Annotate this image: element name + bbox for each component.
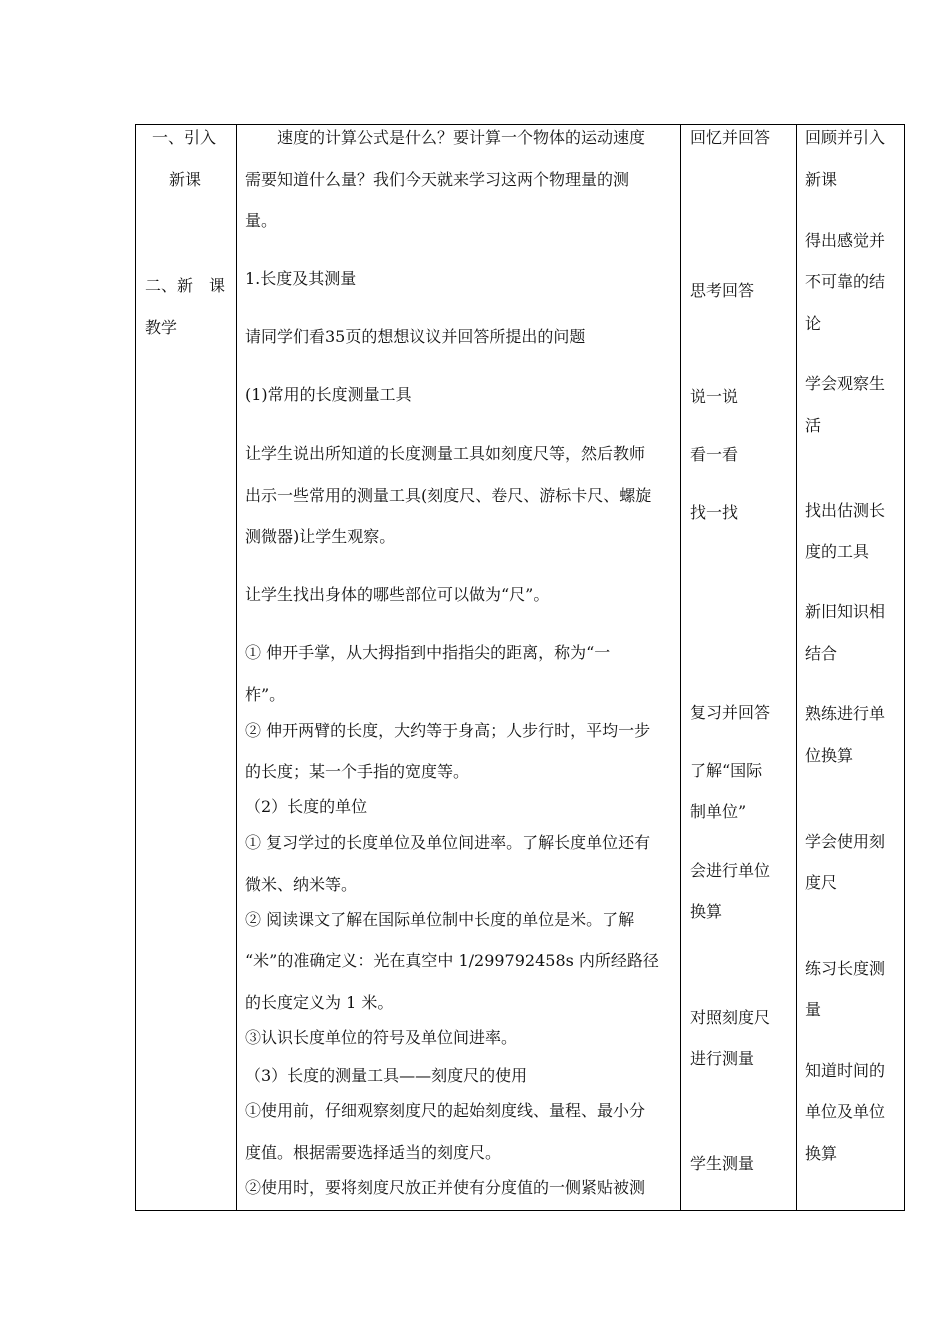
stage-label: 一、引入 [152, 128, 217, 147]
design-intent: 度的工具 [805, 542, 870, 561]
stage-label: 教学 [145, 318, 178, 337]
design-intent: 度尺 [805, 873, 838, 892]
design-intent: 换算 [805, 1144, 838, 1163]
design-intent: 找出估测长 [805, 501, 886, 520]
column-divider [796, 125, 797, 1210]
design-intent: 新课 [805, 170, 838, 189]
content-line: 微米、纳米等。 [245, 875, 358, 894]
design-intent: 活 [805, 416, 822, 435]
content-line: 的长度；某一个手指的宽度等。 [245, 762, 470, 781]
student-activity: 了解“国际 [690, 761, 763, 780]
student-activity: 看一看 [690, 445, 739, 464]
content-line: 出示一些常用的测量工具(刻度尺、卷尺、游标卡尺、螺旋 [245, 486, 652, 505]
student-activity: 找一找 [690, 503, 739, 522]
design-intent: 位换算 [805, 746, 854, 765]
student-activity: 进行测量 [690, 1049, 755, 1068]
student-activity: 对照刻度尺 [690, 1008, 771, 1027]
student-activity: 学生测量 [690, 1154, 755, 1173]
content-line: 测微器)让学生观察。 [245, 527, 396, 546]
design-intent: 练习长度测 [805, 959, 886, 978]
design-intent: 学会观察生 [805, 374, 886, 393]
content-line: 量。 [245, 211, 278, 230]
design-intent: 单位及单位 [805, 1102, 886, 1121]
column-divider [680, 125, 681, 1210]
student-activity: 换算 [690, 902, 723, 921]
design-intent: 论 [805, 314, 822, 333]
content-line: 需要知道什么量？我们今天就来学习这两个物理量的测 [245, 170, 630, 189]
content-line: ② 伸开两臂的长度，大约等于身高；人步行时，平均一步 [245, 721, 651, 740]
design-intent: 知道时间的 [805, 1061, 886, 1080]
design-intent: 得出感觉并 [805, 231, 886, 250]
student-activity: 制单位” [690, 802, 747, 821]
student-activity: 回忆并回答 [690, 128, 771, 147]
student-activity: 会进行单位 [690, 861, 771, 880]
content-line: 请同学们看35页的想想议议并回答所提出的问题 [245, 327, 586, 346]
column-divider [236, 125, 237, 1210]
content-line: （3）长度的测量工具——刻度尺的使用 [245, 1066, 528, 1085]
content-line: ① 复习学过的长度单位及单位间进率。了解长度单位还有 [245, 833, 651, 852]
content-line: 速度的计算公式是什么？要计算一个物体的运动速度 [277, 128, 646, 147]
content-line: 1.长度及其测量 [245, 269, 357, 288]
content-line: 的长度定义为 1 米。 [245, 993, 394, 1012]
student-activity: 复习并回答 [690, 703, 771, 722]
design-intent: 不可靠的结 [805, 272, 886, 291]
content-line: ②使用时，要将刻度尺放正并使有分度值的一侧紧贴被测 [245, 1178, 646, 1197]
stage-label: 二、新 课 [145, 276, 226, 295]
content-line: ③认识长度单位的符号及单位间进率。 [245, 1028, 518, 1047]
content-line: (1)常用的长度测量工具 [245, 385, 412, 404]
content-line: ①使用前，仔细观察刻度尺的起始刻度线、量程、最小分 [245, 1101, 646, 1120]
content-line: ② 阅读课文了解在国际单位制中长度的单位是米。了解 [245, 910, 635, 929]
design-intent: 回顾并引入 [805, 128, 886, 147]
content-line: “米”的准确定义：光在真空中 1/299792458s 内所经路径 [245, 951, 659, 970]
content-line: ① 伸开手掌，从大拇指到中指指尖的距离，称为“一 [245, 643, 611, 662]
design-intent: 学会使用刻 [805, 832, 886, 851]
design-intent: 结合 [805, 644, 838, 663]
student-activity: 思考回答 [690, 281, 755, 300]
content-line: 让学生找出身体的哪些部位可以做为“尺”。 [245, 585, 550, 604]
stage-label: 新课 [169, 170, 202, 189]
design-intent: 熟练进行单 [805, 704, 886, 723]
design-intent: 量 [805, 1000, 822, 1019]
content-line: （2）长度的单位 [245, 797, 368, 816]
design-intent: 新旧知识相 [805, 602, 886, 621]
student-activity: 说一说 [690, 387, 739, 406]
content-line: 让学生说出所知道的长度测量工具如刻度尺等，然后教师 [245, 444, 646, 463]
content-line: 柞”。 [245, 685, 286, 704]
content-line: 度值。根据需要选择适当的刻度尺。 [245, 1143, 502, 1162]
